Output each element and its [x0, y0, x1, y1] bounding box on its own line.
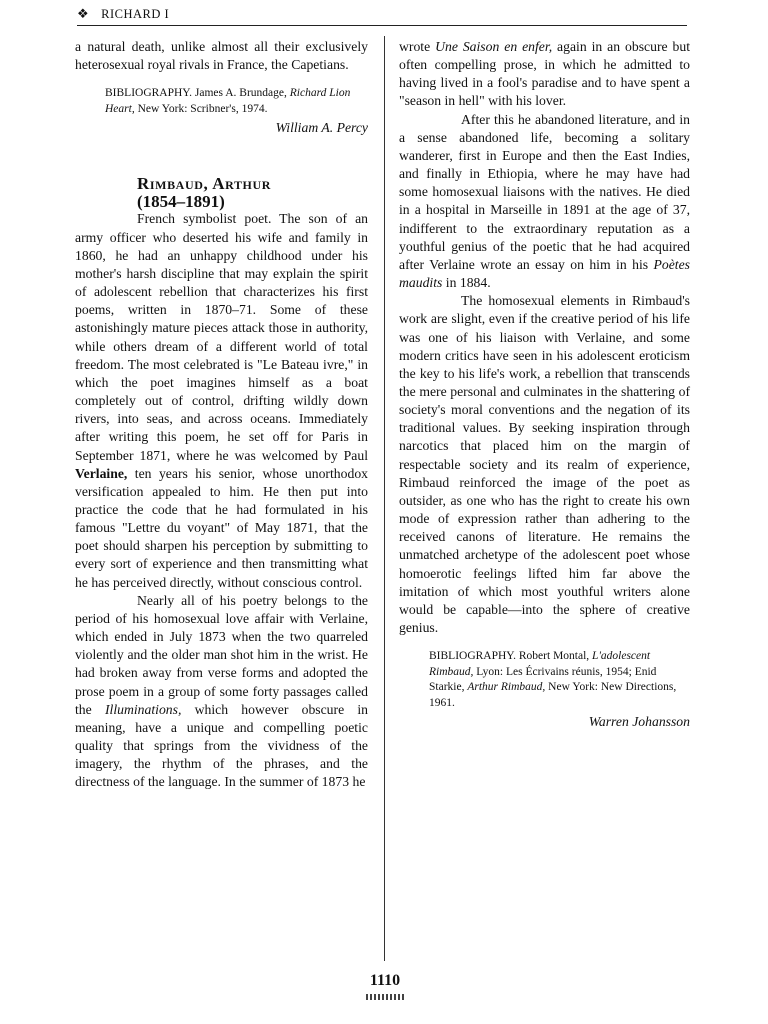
- running-title: RICHARD I: [101, 7, 170, 21]
- bib-publication-2: New York: New Directions, 1961.: [429, 681, 677, 709]
- paragraph-2: [75, 592, 368, 792]
- entry-heading: [137, 175, 368, 210]
- bib-publication-1: Lyon: Les Écrivains réunis, 1954; Enid Starkie,: [429, 665, 657, 694]
- paragraph-3-cont: in 1884.: [445, 275, 491, 291]
- paragraph-1-cont: ten years his senior, whose unorthodox versification appealed to him. He then put into practice the code that he had formulated in his famous "Lettre du voyant" of May 1871, that the poet should sharpen his perception by submitting to every sort of experience and then transmitting what he has perceived directly, without conscious control.: [75, 465, 369, 590]
- cont-text-a: wrote: [399, 39, 431, 54]
- paragraph-1: [75, 210, 368, 591]
- paragraph-3: [399, 111, 690, 293]
- continued-paragraph-right: [399, 38, 690, 111]
- bib-label: BIBLIOGRAPHY.: [429, 650, 517, 663]
- bib-title: Richard Lion Heart,: [105, 87, 351, 115]
- signature-percy: William A. Percy: [275, 120, 368, 136]
- running-head: [77, 6, 687, 26]
- bib-title-arthur: Arthur Rimbaud,: [467, 681, 546, 694]
- bib-title-adolescent: L'adolescent Rimbaud,: [429, 650, 651, 678]
- continued-paragraph: a natural death, unlike almost all their exclusively heterosexual royal rivals in France, the Capetians.: [75, 39, 368, 73]
- paragraph-4: The homosexual elements in Rimbaud's work are slight, even if the creative period of his life was one of his liaison with Verlaine, and some modern critics have seen in his adolescent eroticism the key to his life's work, a rebellion that transcends the mere personal and culminates in the shattering of society's moral conventions and the negation of its traditional values. By seeking inspiration through narcotics that placed him on the margin of respectable society and its realm of experience, Rimbaud reinforced the image of the poet as outsider, as one who has the right to create his own mode of expression rather than adhering to the received canons of literature. He remains the unmatched archetype of the adolescent poet whose homoerotic feelings lifted him far above the imitation of which most youthful writers alone would be capable—into the sphere of creative genius.: [399, 293, 690, 635]
- paragraph-3-text: After this he abandoned literature, and in a sense abandoned life, becoming a solitary wanderer, first in Europe and then the East Indies, and finally in Ethiopia, where he may have had some homosexual liaisons with the natives. He died in a hospital in Marseille in 1891 at the age of 37, indifferent to the extraordinary reputation as a youthful genius of the poetic that he had acquired after Verlaine wrote an essay on him in his: [399, 111, 690, 272]
- header-rule: [77, 25, 687, 26]
- left-column: [75, 38, 368, 791]
- bib-label: BIBLIOGRAPHY.: [105, 87, 193, 100]
- column-divider: [384, 36, 385, 961]
- bibliography-rimbaud: [429, 649, 690, 711]
- illuminations-title: Illuminations,: [104, 701, 182, 717]
- paragraph-2-text: Nearly all of his poetry belongs to the period of his homosexual love affair with Verlaine, which ended in July 1873 when the two quarreled violently and the older man shot him in the wrist. He had broken away from verse forms and adopted the prose poem in a group of some forty passages called the: [75, 592, 368, 717]
- entry-dates: (1854–1891): [137, 192, 225, 212]
- paragraph-2-cont: which however obscure in meaning, have a unique and compelling poetic quality that springs from the vividness of the imagery, the rhythm of the phrases, and the directness of the language. In the summer of 1873 he: [75, 701, 369, 790]
- bib-author: James A. Brundage,: [194, 87, 287, 100]
- bib-publication: New York: Scribner's, 1974.: [137, 102, 268, 115]
- verlaine-crossref: Verlaine,: [75, 465, 128, 481]
- page-number: 1110: [369, 972, 401, 989]
- cont-text-b: again in an obscure but often compelling prose, in which he admitted to having lived in a fool's paradise and to have spent a "season in hell" with his lover.: [399, 39, 690, 109]
- right-column: [399, 38, 690, 731]
- bibliography-richard: [105, 86, 368, 117]
- paragraph-1-text: French symbolist poet. The son of an army officer who deserted his wife and family in 1860, he had an unhappy childhood under his mother's harsh discipline that may explain the spirit of adolescent rebellion that characterizes his first poems, written in 1870–71. Some of these astonishingly mature pieces attack those in authority, while others dream of a different world of total freedom. The most celebrated is "Le Bateau ivre," in which the poet imagines himself as a boat completely out of control, drifting wildly down rivers, into seas, and across oceans. Immediately after writing this poem, he set off for Paris in September 1871, where he was welcomed by Paul: [75, 211, 368, 463]
- signature-johansson: Warren Johansson: [588, 714, 690, 730]
- saison-title: Une Saison en enfer,: [435, 39, 553, 54]
- entry-name: Rimbaud, Arthur: [137, 174, 272, 194]
- folio-ornament: [366, 994, 404, 1000]
- poetes-maudits-title: Poètes maudits: [399, 256, 690, 291]
- bib-author-montal: Robert Montal,: [518, 650, 590, 663]
- ornament-icon: ❖: [77, 6, 90, 21]
